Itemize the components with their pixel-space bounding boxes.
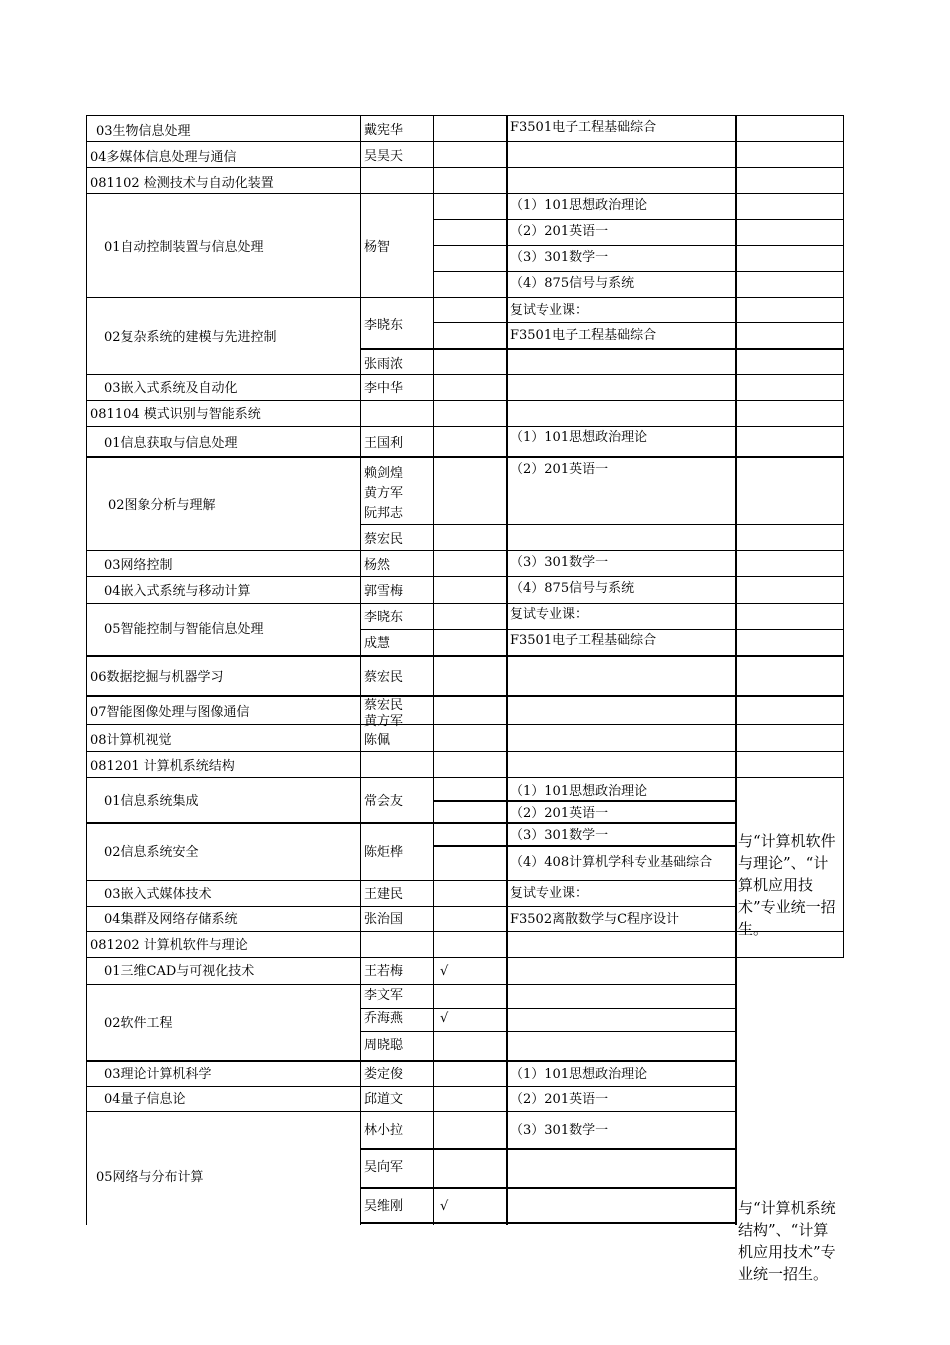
advisor-cell: 周晓聪: [364, 1038, 404, 1053]
check-mark: √: [440, 1011, 449, 1026]
check-mark: √: [440, 964, 449, 979]
row-line: [86, 906, 736, 907]
advisor-cell: 张雨浓: [364, 357, 404, 372]
row-line: [86, 751, 844, 752]
row-line: [86, 822, 736, 824]
row-line: [360, 1031, 736, 1032]
row-line: [433, 245, 844, 246]
direction-cell: 03生物信息处理: [96, 124, 191, 139]
discipline-heading: 081104 模式识别与智能系统: [90, 407, 261, 422]
advisor-cell: 吴向军: [364, 1160, 404, 1175]
row-line: [360, 348, 844, 350]
row-line: [433, 800, 736, 802]
row-line: [86, 695, 844, 697]
row-line: [86, 957, 844, 958]
course-cell: 复试专业课：: [510, 303, 589, 318]
row-line: [86, 141, 844, 142]
row-line: [433, 219, 844, 220]
advisor-cell: 常会友: [364, 794, 404, 809]
discipline-heading: 081201 计算机系统结构: [90, 759, 235, 774]
direction-cell: 05智能控制与智能信息处理: [104, 622, 264, 637]
discipline-heading: 081102 检测技术与自动化装置: [90, 176, 274, 191]
row-line: [86, 193, 844, 194]
row-line: [86, 576, 844, 577]
check-mark: √: [440, 1199, 449, 1214]
direction-cell: 07智能图像处理与图像通信: [90, 705, 250, 720]
row-line: [86, 115, 844, 116]
advisor-cell: 吴昊天: [364, 149, 404, 164]
direction-cell: 02信息系统安全: [104, 845, 199, 860]
course-cell: F3501电子工程基础综合: [510, 328, 657, 343]
course-cell: （3）301数学一: [510, 250, 609, 265]
row-line: [86, 374, 844, 375]
direction-cell: 06数据挖掘与机器学习: [90, 670, 224, 685]
advisor-cell: 阮邦志: [364, 506, 404, 521]
direction-cell: 08计算机视觉: [90, 733, 172, 748]
row-line: [86, 777, 844, 778]
advisor-cell: 娄定俊: [364, 1067, 404, 1082]
advisor-cell: 陈佩: [364, 733, 391, 748]
row-line: [86, 400, 844, 401]
advisor-cell: 蔡宏民: [364, 532, 404, 547]
row-line: [86, 931, 844, 932]
course-cell: （1）101思想政治理论: [510, 430, 648, 445]
course-cell: （2）201英语一: [510, 806, 609, 821]
row-line: [360, 1008, 736, 1009]
discipline-heading: 081202 计算机软件与理论: [90, 938, 248, 953]
row-line: [360, 629, 844, 630]
advisor-cell: 蔡宏民: [364, 698, 404, 713]
row-line: [86, 724, 844, 725]
course-cell: F3501电子工程基础综合: [510, 120, 657, 135]
advisor-cell: 李晓东: [364, 318, 404, 333]
course-cell: F3501电子工程基础综合: [510, 633, 657, 648]
advisor-cell: 李中华: [364, 381, 404, 396]
row-line: [360, 1222, 736, 1224]
advisor-cell: 戴宪华: [364, 123, 404, 138]
course-cell: （2）201英语一: [510, 224, 609, 239]
row-line: [86, 603, 844, 604]
direction-cell: 01信息获取与信息处理: [104, 436, 238, 451]
row-line: [433, 322, 844, 323]
row-line: [86, 655, 844, 657]
advisor-cell: 李文军: [364, 988, 404, 1003]
direction-cell: 04嵌入式系统与移动计算: [104, 584, 251, 599]
row-line: [86, 984, 736, 985]
col-line-note: [735, 115, 737, 1225]
advisor-cell: 黄方军: [364, 486, 404, 501]
direction-cell: 03网络控制: [104, 558, 173, 573]
joint-admission-note: 与“计算机软件与理论”、“计算机应用技术”专业统一招生。: [738, 832, 836, 938]
direction-cell: 02复杂系统的建模与先进控制: [104, 330, 277, 345]
col-line-course: [506, 115, 508, 1225]
course-cell: （4）875信号与系统: [510, 581, 635, 596]
direction-cell: 03嵌入式媒体技术: [104, 887, 212, 902]
advisor-cell: 王建民: [364, 887, 404, 902]
course-cell: （3）301数学一: [510, 555, 609, 570]
row-line: [86, 1086, 736, 1087]
advisor-cell: 张治国: [364, 912, 404, 927]
joint-admission-note: 与“计算机系统结构”、“计算机应用技术”专业统一招生。: [738, 1199, 836, 1283]
row-line: [86, 880, 736, 881]
direction-cell: 01信息系统集成: [104, 794, 199, 809]
direction-cell: 05网络与分布计算: [96, 1170, 204, 1185]
col-line-mark: [433, 115, 434, 1225]
row-line: [433, 845, 736, 847]
advisor-cell: 林小拉: [364, 1123, 404, 1138]
direction-cell: 02软件工程: [104, 1016, 173, 1031]
course-cell: （4）875信号与系统: [510, 276, 635, 291]
row-line: [360, 1187, 736, 1189]
advisor-cell: 杨智: [364, 240, 391, 255]
table-left-border: [86, 115, 87, 1225]
course-cell: （4）408计算机学科专业基础综合: [510, 855, 713, 870]
course-cell: F3502离散数学与C程序设计: [510, 912, 680, 927]
direction-cell: 04集群及网络存储系统: [104, 912, 238, 927]
advisor-cell: 王若梅: [364, 964, 404, 979]
row-line: [86, 1111, 736, 1112]
course-cell: 复试专业课：: [510, 607, 589, 622]
course-cell: （1）101思想政治理论: [510, 1067, 648, 1082]
direction-cell: 01三维CAD与可视化技术: [104, 964, 255, 979]
advisor-cell: 吴维刚: [364, 1199, 404, 1214]
course-cell: （3）301数学一: [510, 828, 609, 843]
course-cell: （2）201英语一: [510, 462, 609, 477]
advisor-cell: 赖剑煌: [364, 466, 404, 481]
row-line: [433, 271, 844, 272]
course-cell: （1）101思想政治理论: [510, 198, 648, 213]
direction-cell: 04量子信息论: [104, 1092, 186, 1107]
advisor-cell: 乔海燕: [364, 1011, 404, 1026]
row-line: [360, 524, 844, 525]
course-cell: （1）101思想政治理论: [510, 784, 648, 799]
advisor-cell: 陈炬桦: [364, 845, 404, 860]
row-line: [86, 550, 844, 551]
row-line: [86, 167, 844, 168]
advisor-cell: 郭雪梅: [364, 584, 404, 599]
row-line: [86, 426, 844, 427]
row-line: [360, 1148, 736, 1150]
advisor-cell: 李晓东: [364, 610, 404, 625]
direction-cell: 03嵌入式系统及自动化: [104, 381, 238, 396]
direction-cell: 03理论计算机科学: [104, 1067, 212, 1082]
col-line-advisor: [360, 115, 361, 1225]
advisor-cell: 邱道文: [364, 1092, 404, 1107]
row-line: [86, 1060, 736, 1062]
course-cell: （2）201英语一: [510, 1092, 609, 1107]
advisor-cell: 成慧: [364, 636, 391, 651]
direction-cell: 01自动控制装置与信息处理: [104, 240, 264, 255]
advisor-cell: 杨然: [364, 558, 391, 573]
direction-cell: 02图象分析与理解: [108, 498, 216, 513]
course-cell: （3）301数学一: [510, 1123, 609, 1138]
table-right-border: [843, 115, 844, 957]
row-line: [86, 297, 844, 298]
direction-cell: 04多媒体信息处理与通信: [90, 150, 237, 165]
row-line: [86, 456, 844, 458]
course-cell: 复试专业课：: [510, 886, 589, 901]
advisor-cell: 王国利: [364, 436, 404, 451]
advisor-cell: 蔡宏民: [364, 670, 404, 685]
advisor-cell: 黄方军: [364, 714, 404, 729]
